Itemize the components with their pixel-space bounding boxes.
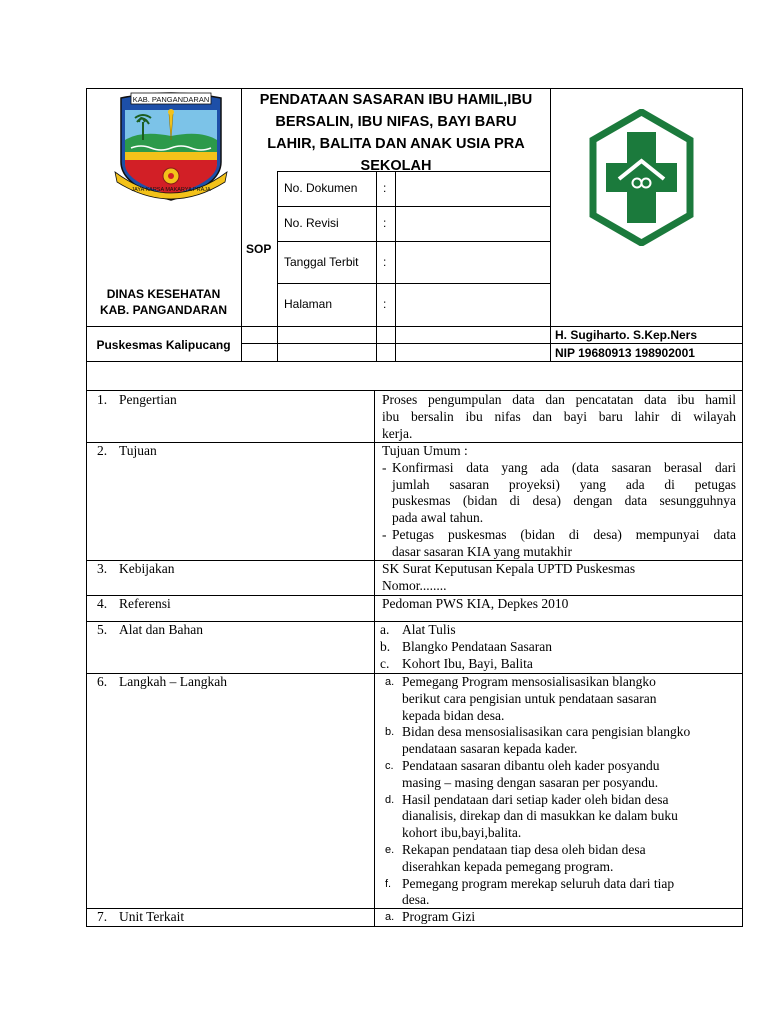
section-title: Langkah – Langkah	[119, 674, 227, 689]
tujuan-heading: Tujuan Umum :	[382, 443, 468, 458]
list-letter: c.	[380, 655, 390, 671]
text-line: Pendataan sasaran dibantu oleh kader posyandu	[402, 757, 660, 773]
section-number: 3.	[97, 561, 108, 576]
field-sep: :	[383, 216, 387, 230]
text-line: dianalisis, direkap dan di masukkan ke dalam buku	[402, 808, 678, 824]
org-name-line1: DINAS KESEHATAN	[106, 287, 221, 301]
title-line: LAHIR, BALITA DAN ANAK USIA PRA	[267, 136, 525, 152]
section-number: 7.	[97, 909, 108, 924]
puskesmas-name: Puskesmas Kalipucang	[96, 338, 231, 352]
field-sep: :	[383, 255, 387, 269]
pengertian-content	[382, 392, 736, 442]
list-letter: f.	[385, 877, 392, 890]
list-text: Program Gizi	[402, 909, 476, 924]
text-line: Hasil pendataan dari setiap kader oleh bidan desa	[402, 791, 669, 807]
sop-label: SOP	[246, 242, 272, 256]
list-letter: a.	[385, 676, 395, 688]
list-item	[380, 724, 736, 758]
text-line: dasar sasaran KIA yang mutakhir	[392, 543, 572, 559]
section-title: Kebijakan	[119, 561, 175, 576]
list-item	[380, 909, 736, 926]
text-line: Nomor........	[382, 577, 447, 593]
logo-motto-text: JAYA KARSA MAKARYA PRAJA	[131, 187, 211, 193]
text-line: desa.	[402, 892, 430, 908]
text-line: - Konfirmasi data yang ada (data sasaran berasal dari	[392, 459, 736, 475]
list-letter: a.	[380, 622, 390, 637]
title-line: SEKOLAH	[360, 158, 432, 174]
puskesmas-logo	[589, 109, 694, 246]
text-line: SK Surat Keputusan Kepala UPTD Puskesmas	[382, 561, 636, 576]
text-line: Pemegang Program mensosialisasikan blangko	[402, 674, 656, 689]
section-title: Pengertian	[119, 392, 177, 407]
text-line: puskesmas (bidan di desa) dengan data sesungguhnya	[392, 493, 736, 509]
list-item	[380, 639, 736, 656]
field-label-tanggal-terbit: Tanggal Terbit	[284, 255, 359, 269]
document-title	[242, 89, 550, 177]
section-title: Referensi	[119, 596, 171, 611]
text-line: berikut cara pengisian untuk pendataan sasaran	[402, 690, 657, 706]
section-label-pengertian	[97, 392, 177, 409]
text-line: kerja.	[382, 425, 413, 441]
section-number: 2.	[97, 443, 108, 458]
alat-bahan-list	[380, 622, 736, 672]
text-line: Proses pengumpulan data dan pencatatan data ibu hamil	[382, 392, 736, 407]
langkah-list	[380, 674, 736, 909]
list-letter: b.	[385, 726, 395, 739]
section-label-langkah	[97, 674, 227, 691]
list-text: Blangko Pendataan Sasaran	[402, 638, 552, 654]
section-label-unit-terkait	[97, 909, 184, 926]
text-line: Rekapan pendataan tiap desa oleh bidan desa	[402, 841, 646, 857]
pangandaran-regency-logo	[111, 92, 231, 204]
title-line: BERSALIN, IBU NIFAS, BAYI BARU	[275, 114, 517, 130]
list-item	[380, 758, 736, 792]
section-label-kebijakan	[97, 561, 174, 578]
list-letter: d.	[385, 793, 395, 806]
section-title: Unit Terkait	[119, 909, 185, 924]
kebijakan-content	[382, 561, 736, 595]
list-item	[380, 792, 736, 842]
text-line: pendataan sasaran kepada kader.	[402, 741, 578, 757]
section-number: 4.	[97, 596, 108, 611]
text-line: kohort ibu,bayi,balita.	[402, 825, 522, 841]
text-line: ibu bersalin ibu nifas dan bayi baru lahir di wilayah	[382, 408, 736, 424]
field-label-no-revisi: No. Revisi	[284, 216, 339, 230]
list-letter: e.	[385, 843, 395, 856]
tujuan-item	[382, 460, 736, 527]
text-line: jumlah sasaran proyeksi) yang ada di petugas	[392, 476, 736, 492]
list-item	[380, 674, 736, 724]
list-item	[380, 622, 736, 639]
section-label-referensi	[97, 596, 171, 613]
tujuan-item	[382, 527, 736, 561]
section-number: 1.	[97, 392, 108, 407]
section-number: 6.	[97, 674, 108, 689]
list-text: Kohort Ibu, Bayi, Balita	[402, 655, 533, 671]
text-line: - Petugas puskesmas (bidan di desa) mempunyai data	[392, 526, 736, 542]
section-title: Alat dan Bahan	[119, 622, 203, 637]
list-letter: b.	[380, 638, 391, 654]
text-line: masing – masing dengan sasaran per posyandu.	[402, 774, 659, 790]
list-item	[380, 876, 736, 910]
org-name-line2: KAB. PANGANDARAN	[99, 303, 228, 317]
field-label-no-dokumen: No. Dokumen	[284, 181, 358, 195]
text-line: Pemegang program merekap seluruh data dari tiap	[402, 875, 675, 891]
title-line: PENDATAAN SASARAN IBU HAMIL,IBU	[259, 92, 533, 108]
tujuan-content	[382, 443, 736, 561]
signer-nip: NIP 19680913 198902001	[555, 346, 695, 360]
list-letter: a.	[385, 911, 395, 923]
list-letter: c.	[385, 759, 394, 772]
text-line: pada awal tahun.	[392, 510, 484, 526]
list-item	[380, 842, 736, 876]
text-line: Bidan desa mensosialisasikan cara pengisian blangko	[402, 724, 691, 740]
section-label-tujuan	[97, 443, 157, 460]
field-label-halaman: Halaman	[284, 297, 333, 311]
field-sep: :	[383, 181, 387, 195]
signer-name: H. Sugiharto. S.Kep.Ners	[555, 328, 698, 342]
field-sep: :	[383, 297, 387, 311]
section-label-alat-bahan	[97, 622, 203, 639]
list-text: Alat Tulis	[402, 622, 456, 637]
text-line: diserahkan kepada pemegang program.	[402, 858, 614, 874]
logo-top-text: KAB. PANGANDARAN	[132, 95, 210, 104]
unit-terkait-list	[380, 909, 736, 926]
section-number: 5.	[97, 622, 108, 637]
text-line: kepada bidan desa.	[402, 707, 505, 723]
referensi-content: Pedoman PWS KIA, Depkes 2010	[382, 596, 569, 611]
section-title: Tujuan	[119, 443, 157, 458]
list-item	[380, 656, 736, 673]
